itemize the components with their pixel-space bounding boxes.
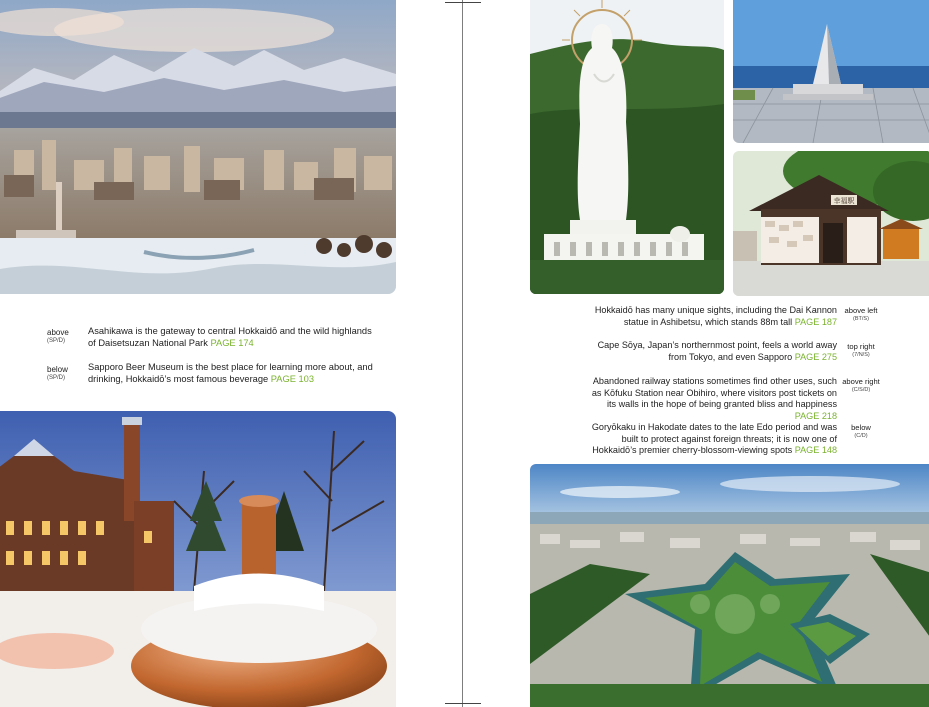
photo-credit: (7/N/S) [852,352,870,358]
caption-position-label: above (SP/D) [47,328,83,346]
sapporo-beer-museum-photo [0,411,396,707]
station-sign-text: 幸福駅 [833,197,855,205]
goryokaku-photo [530,464,929,707]
caption-position-label: above right (C/S/D) [842,377,880,393]
caption-text: Sapporo Beer Museum is the best place for learning more about, and drinking, Hokkaidō’s most famous beverage PAGE 103 [88,362,373,384]
photo-credit: (C/S/D) [851,387,871,393]
page-reference-link[interactable]: PAGE 174 [210,337,254,348]
caption-text: Asahikawa is the gateway to central Hokkaidō and the wild highlands of Daisetsuzan National Park PAGE 174 [88,326,372,348]
photo-credit: (SP/D) [47,375,65,381]
caption-position-label: top right (7/N/S) [842,342,880,360]
caption-text: Goryōkaku in Hakodate dates to the late Edo period and was built to protect against foreign threats; it is now one of Hokkaidō’s premier cherry-blossom-viewing spots PAGE 148 [591,422,837,455]
page-reference-link[interactable]: PAGE 187 [794,316,837,327]
page-reference-link[interactable]: PAGE 103 [270,373,315,384]
crop-mark-bottom [445,703,481,704]
page-reference-link[interactable]: PAGE 148 [794,445,837,455]
caption-position-label: below (SP/D) [47,365,83,383]
caption-position-label: below (C/D) [842,423,880,441]
page-reference-link[interactable]: PAGE 275 [794,351,837,362]
asahikawa-photo [0,0,396,294]
caption-text: Cape Sōya, Japan’s northernmost point, feels a world away from Tokyo, and even Sapporo PAGE 275 [597,340,837,362]
dai-kannon-photo [530,0,724,294]
kofuku-station-photo [733,151,929,296]
photo-credit: (BT/S) [853,316,869,322]
caption-text: Abandoned railway stations sometimes find other uses, such as Kōfuku Station near Obihiro, where visitors post tickets on its walls in the hope of being granted bliss and happiness PAGE 218 [591,376,837,421]
cape-soya-photo [733,0,929,143]
page-reference-link[interactable]: PAGE 218 [794,410,837,421]
crop-mark-top [445,2,481,3]
photo-credit: (C/D) [854,433,868,439]
photo-credit: (SP/D) [47,338,65,344]
caption-position-label: above left (BT/S) [842,306,880,324]
page-gutter-line [462,0,463,707]
caption-text: Hokkaidō has many unique sights, including the Dai Kannon statue in Ashibetsu, which stands 88m tall PAGE 187 [594,305,837,327]
